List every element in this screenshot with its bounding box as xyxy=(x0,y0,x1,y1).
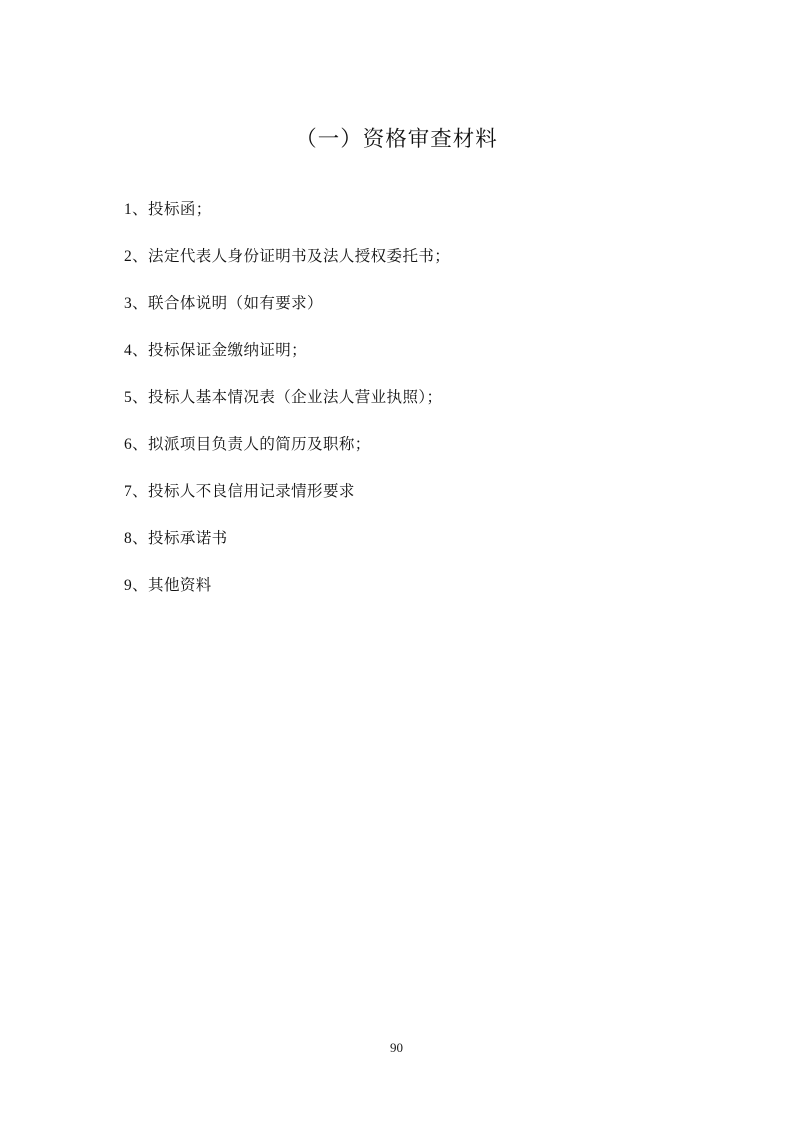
list-item: 4、投标保证金缴纳证明； xyxy=(124,342,308,359)
material-list xyxy=(124,200,684,623)
list-item: 3、联合体说明（如有要求） xyxy=(124,295,323,312)
list-item: 8、投标承诺书 xyxy=(124,530,228,547)
list-item: 2、法定代表人身份证明书及法人授权委托书； xyxy=(124,248,451,265)
list-item: 6、拟派项目负责人的简历及职称； xyxy=(124,436,371,453)
list-item: 7、投标人不良信用记录情形要求 xyxy=(124,483,355,500)
list-item: 1、投标函； xyxy=(124,201,212,218)
list-item: 9、其他资料 xyxy=(124,577,212,594)
page-title: （一）资格审查材料 xyxy=(295,127,498,151)
page-number: 90 xyxy=(390,1040,403,1055)
list-item: 5、投标人基本情况表（企业法人营业执照）； xyxy=(124,389,443,406)
